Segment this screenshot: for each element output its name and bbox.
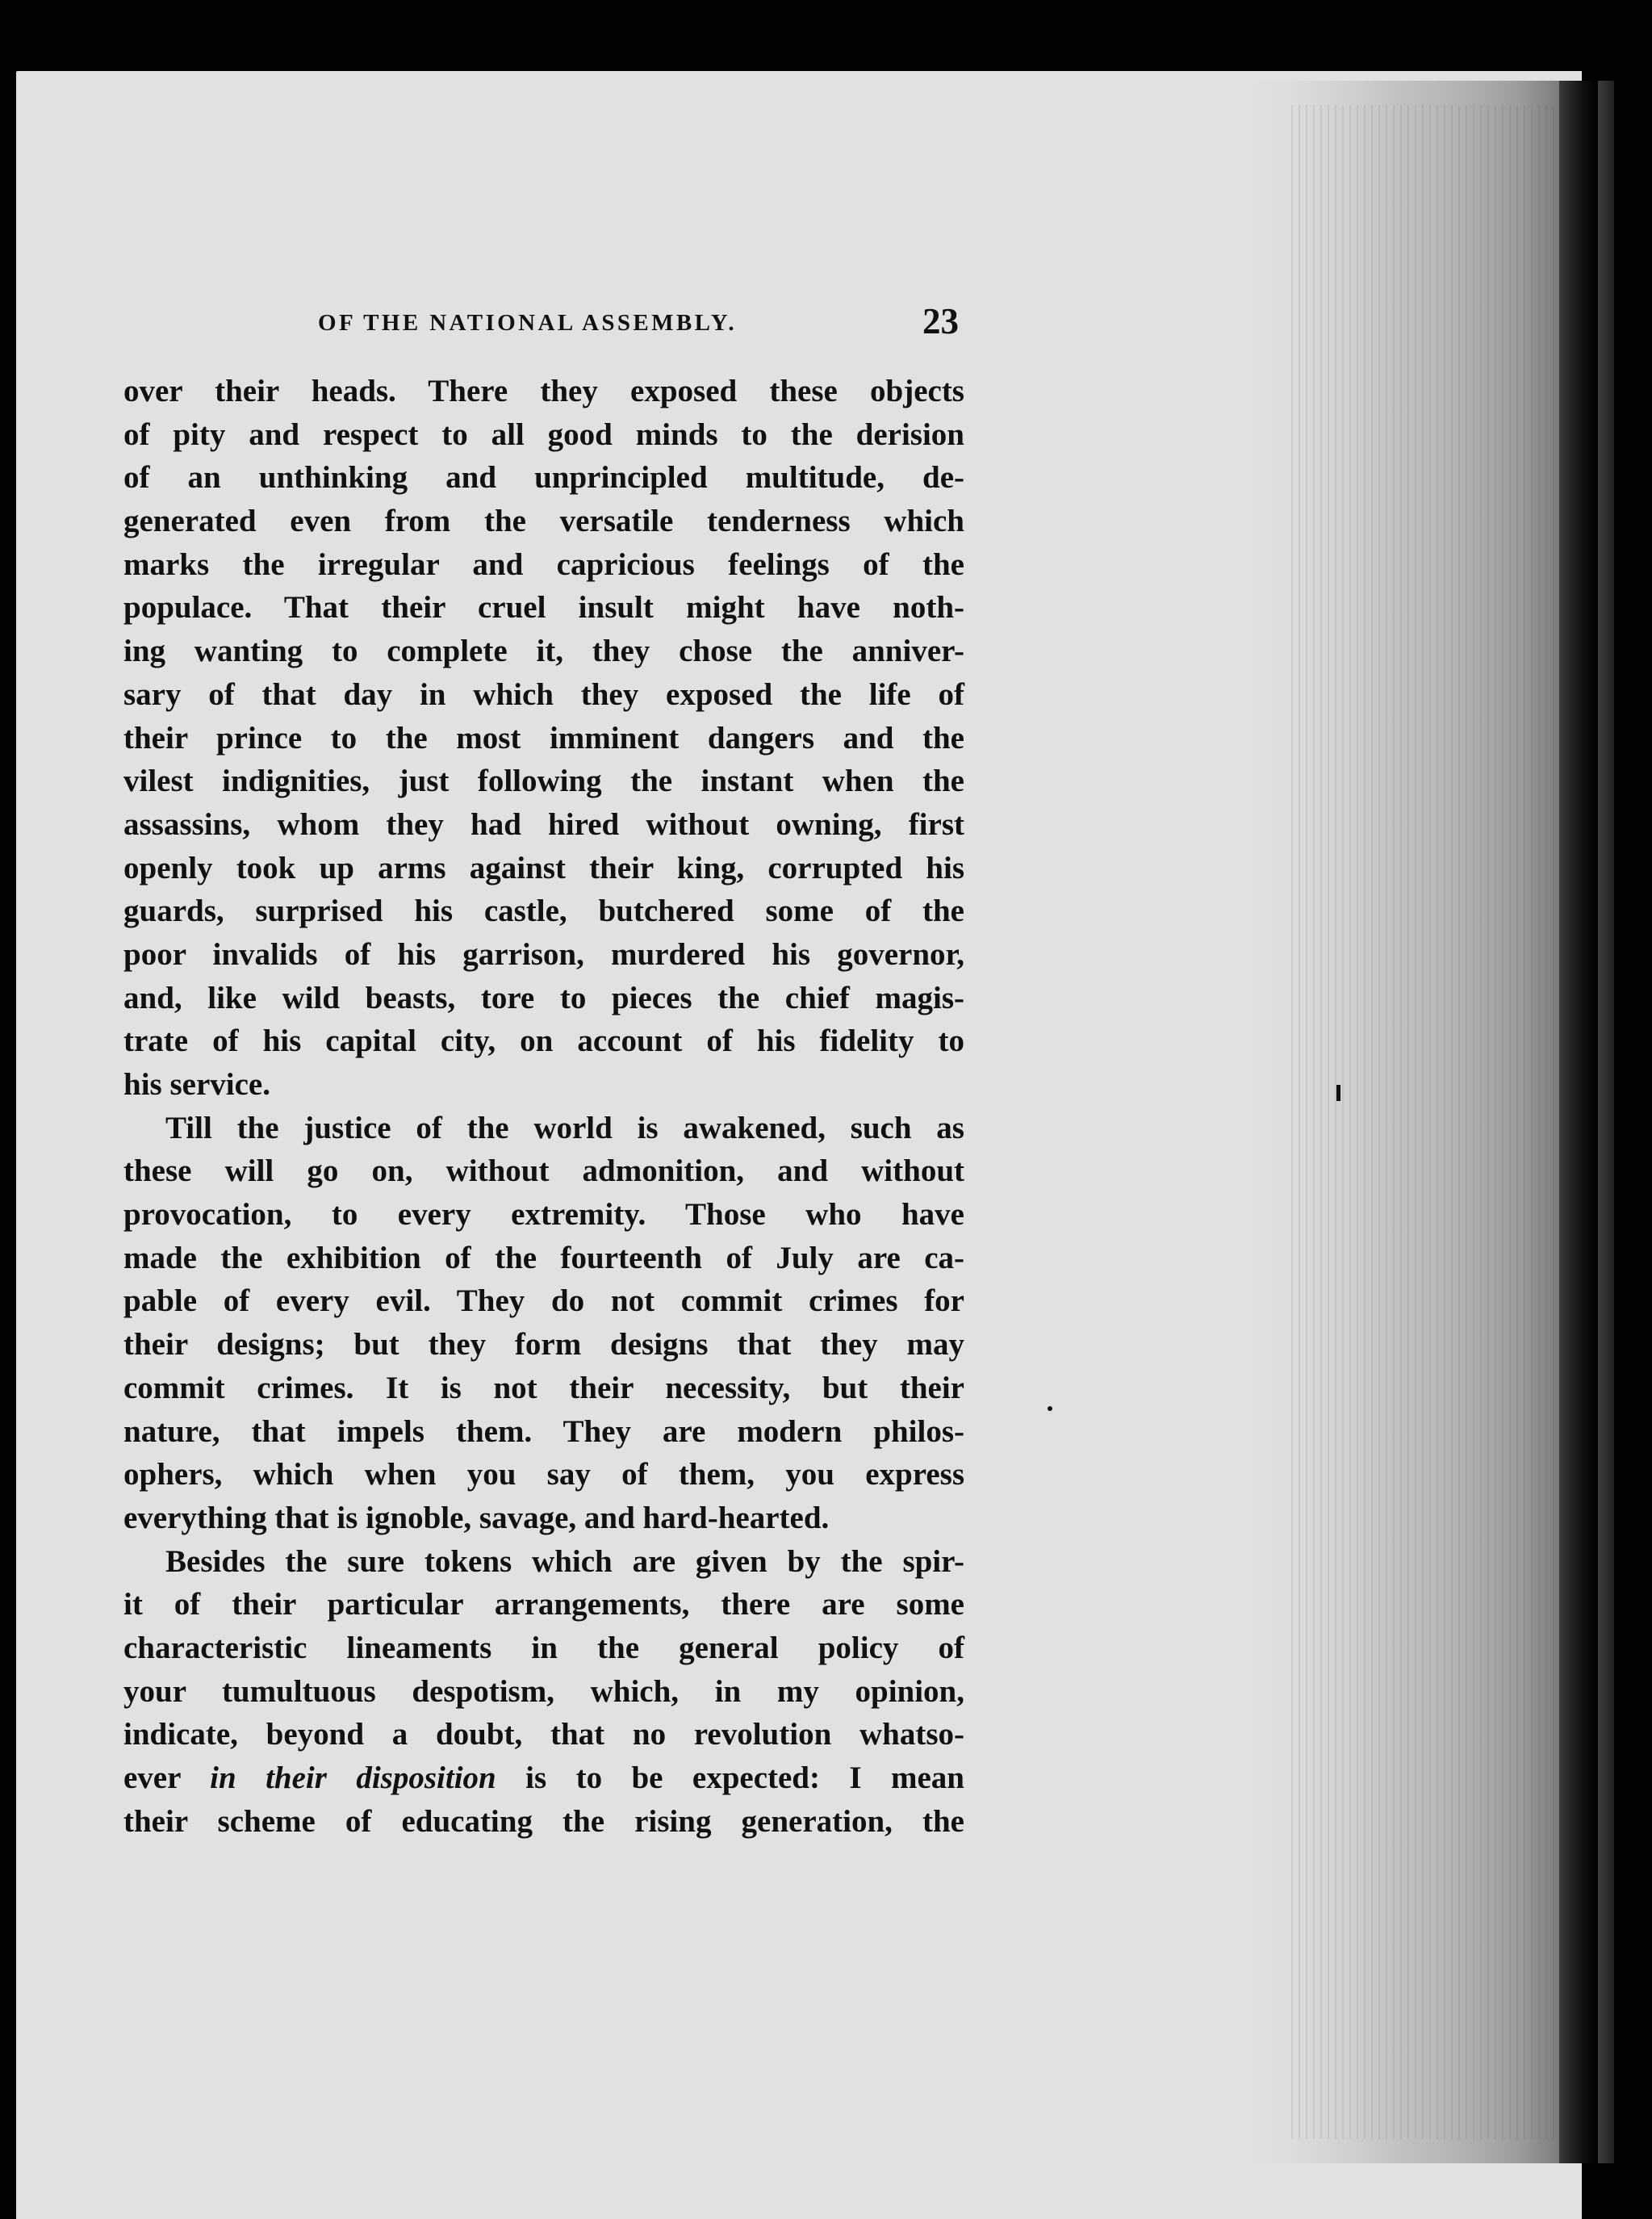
text-line: his service. [123, 1067, 270, 1102]
book-spine-shadow [1559, 81, 1598, 2163]
text-line: their scheme of educating the rising generation, the [123, 1803, 964, 1839]
text-line: Besides the sure tokens which are given by the spir- [165, 1543, 964, 1579]
body-text [123, 370, 964, 1843]
text-line: assassins, whom they had hired without owning, first [123, 806, 964, 842]
text-line: populace. That their cruel insult might have noth- [123, 590, 964, 626]
text-line: characteristic lineaments in the general policy of [123, 1630, 964, 1665]
text-line: poor invalids of his garrison, murdered his governor, [123, 936, 964, 972]
italic-phrase: in their disposition [210, 1761, 496, 1795]
text-line: trate of his capital city, on account of his fidelity to [123, 1024, 964, 1059]
text-line: everything that is ignoble, savage, and hard-hearted. [123, 1500, 830, 1535]
text-line: commit crimes. It is not their necessity, but their [123, 1370, 964, 1405]
text-line: indicate, beyond a doubt, that no revolution whatso- [123, 1717, 964, 1752]
text-line: over their heads. There they exposed these objects [123, 374, 964, 408]
text-line-with-italic [123, 1756, 964, 1800]
running-head-title: OF THE NATIONAL ASSEMBLY. [318, 310, 738, 336]
text-line: provocation, to every extremity. Those who have [123, 1197, 964, 1233]
text-line: nature, that impels them. They are modern philos- [123, 1413, 964, 1449]
text-segment: ever [123, 1761, 211, 1795]
scan-speck [1336, 1085, 1340, 1101]
scan-speck [1048, 1406, 1052, 1411]
text-line: these will go on, without admonition, and without [123, 1153, 964, 1189]
text-line: sary of that day in which they exposed the life of [123, 676, 964, 712]
page-number: 23 [922, 301, 959, 341]
text-line: guards, surprised his castle, butchered some of the [123, 894, 964, 929]
text-line: vilest indignities, just following the instant when the [123, 764, 964, 799]
text-line: marks the irregular and capricious feelings of the [123, 546, 964, 582]
text-line: their prince to the most imminent dangers and the [123, 720, 964, 756]
text-line: made the exhibition of the fourteenth of July are ca- [123, 1240, 964, 1275]
text-line: pable of every evil. They do not commit crimes for [123, 1283, 964, 1319]
text-line: generated even from the versatile tenderness which [123, 504, 964, 539]
text-line: ophers, which when you say of them, you express [123, 1457, 964, 1493]
running-header [318, 300, 965, 345]
text-line: Till the justice of the world is awakened, such as [165, 1110, 964, 1145]
text-line: ing wanting to complete it, they chose the anniver- [123, 634, 964, 669]
text-line: of pity and respect to all good minds to the derision [123, 417, 964, 452]
text-line: their designs; but they form designs that they may [123, 1327, 964, 1363]
text-line: of an unthinking and unprincipled multitude, de- [123, 460, 964, 496]
text-line: openly took up arms against their king, corrupted his [123, 850, 964, 886]
text-segment: is to be expected: I mean [496, 1761, 964, 1795]
page-stack-lines [1291, 105, 1582, 2139]
text-line: your tumultuous despotism, which, in my opinion, [123, 1673, 964, 1709]
text-line: and, like wild beasts, tore to pieces the chief magis- [123, 980, 964, 1015]
text-line: it of their particular arrangements, there are some [123, 1587, 964, 1622]
